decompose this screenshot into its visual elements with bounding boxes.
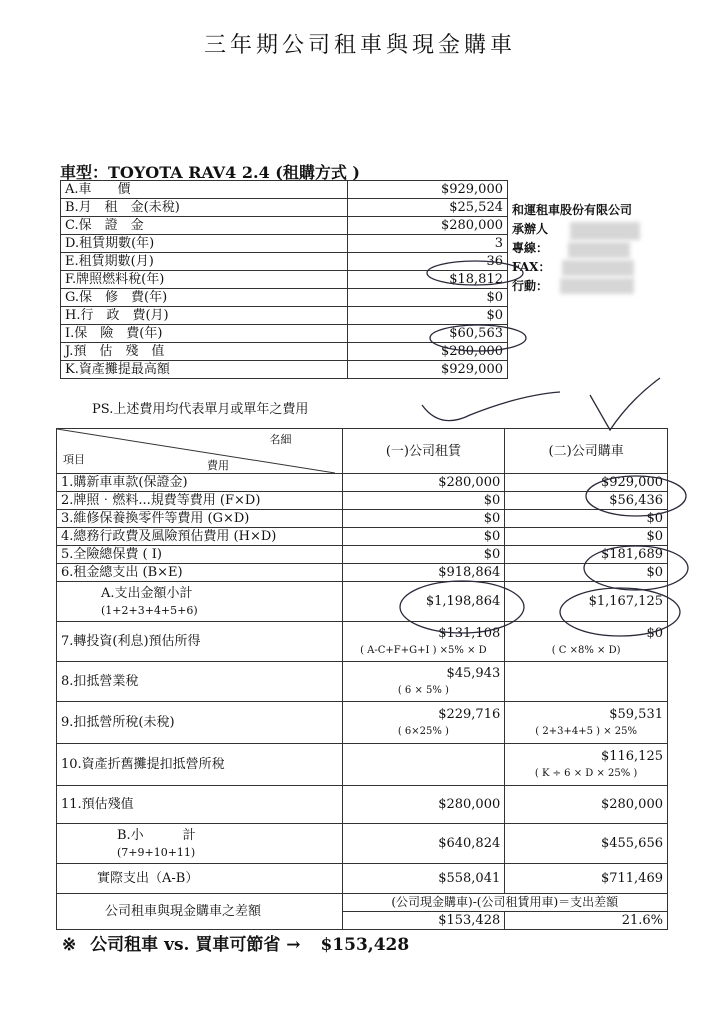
- header-col1: (一)公司租賃: [342, 429, 505, 474]
- summary-label: K.資產攤提最高額: [61, 361, 348, 379]
- summary-value: $929,000: [348, 361, 508, 379]
- header-name: 名細: [269, 433, 292, 446]
- header-item: 項目: [63, 453, 85, 466]
- summary-label: C.保 證 金: [61, 217, 348, 235]
- summary-label: A.車 價: [61, 181, 348, 199]
- row-col1: $280,000: [342, 474, 505, 492]
- row8-col1: $45,943 ( 6 × 5% ): [342, 662, 505, 702]
- summary-value: $25,524: [348, 199, 508, 217]
- fax-label: FAX：: [512, 260, 551, 274]
- summary-label: J.預 估 殘 值: [61, 343, 348, 361]
- row-label: 3.維修保養換零件等費用 (G×D): [57, 510, 343, 528]
- reference-mark: ※: [62, 935, 77, 955]
- row9-label: 9.扣抵營所稅(未稅): [57, 702, 343, 744]
- row11-col1: $280,000: [342, 786, 505, 824]
- summary-label: E.租賃期數(月): [61, 253, 348, 271]
- row7-label: 7.轉投資(利息)預估所得: [57, 622, 343, 662]
- bottom-value: $153,428: [320, 935, 410, 955]
- subtotal-b-col2: $455,656: [505, 824, 668, 864]
- row-label: 6.租金總支出 (B×E): [57, 564, 343, 582]
- row9-col1: $229,716 ( 6×25% ): [342, 702, 505, 744]
- summary-label: H.行 政 費(月): [61, 307, 348, 325]
- row-col1: $0: [342, 528, 505, 546]
- diff-label: 公司租車與現金購車之差額: [57, 894, 343, 930]
- page-title: 三年期公司租車與現金購車: [203, 33, 516, 58]
- summary-label: I.保 險 費(年): [61, 325, 348, 343]
- company-name: 和運租車股份有限公司: [512, 203, 633, 217]
- summary-label: G.保 修 費(年): [61, 289, 348, 307]
- diff-col1: $153,428: [342, 912, 505, 930]
- subtotal-b-col1: $640,824: [342, 824, 505, 864]
- row-col1: $918,864: [342, 564, 505, 582]
- row7-col2: $0 ( C ×8% × D): [505, 622, 668, 662]
- bottom-text: 公司租車 vs. 買車可節省 →: [90, 935, 301, 955]
- summary-value: $18,812: [348, 271, 508, 289]
- subtotal-b-label: B.小 計 (7+9+10+11): [57, 824, 343, 864]
- row-label: 4.總務行政費及風險預估費用 (H×D): [57, 528, 343, 546]
- ink-circle-subtotal-lease: [400, 581, 524, 633]
- row-col2: $181,689: [505, 546, 668, 564]
- actual-col2: $711,469: [505, 864, 668, 894]
- row-col2: $0: [505, 510, 668, 528]
- row10-col2: $116,125 ( K ÷ 6 × D × 25% ): [505, 744, 668, 786]
- subtotal-a-col1: $1,198,864: [342, 582, 505, 622]
- ink-circle-subtotal-buy: [560, 588, 680, 636]
- row-col1: $0: [342, 546, 505, 564]
- header-cost: 費用: [207, 459, 229, 472]
- contact-label: 承辦人: [512, 222, 549, 236]
- row11-col2: $280,000: [505, 786, 668, 824]
- row10-label: 10.資產折舊攤提扣抵營所稅: [57, 744, 343, 786]
- row-col1: $0: [342, 510, 505, 528]
- summary-value: $929,000: [348, 181, 508, 199]
- ink-circle-buy-fuel: [586, 476, 686, 516]
- row-label: 1.購新車車款(保證金): [57, 474, 343, 492]
- summary-value: $0: [348, 289, 508, 307]
- summary-value: 36: [348, 253, 508, 271]
- summary-value: 3: [348, 235, 508, 253]
- row-label: 2.牌照‧燃料...規費等費用 (F×D): [57, 492, 343, 510]
- row-col1: $0: [342, 492, 505, 510]
- row-col2: $0: [505, 528, 668, 546]
- row11-label: 11.預估殘值: [57, 786, 343, 824]
- ink-circle-buy-insurance: [584, 546, 688, 590]
- summary-label: B.月 租 金(未稅): [61, 199, 348, 217]
- car-model: 車型：TOYOTA RAV4 2.4 (租購方式 ): [60, 163, 361, 182]
- row-label: 5.全險總保費 ( I): [57, 546, 343, 564]
- row7-col1: $131,108 ( A-C+F+G+I ) ×5% × D: [342, 622, 505, 662]
- summary-value: $280,000: [348, 217, 508, 235]
- subtotal-a-label: A.支出金額小計 (1+2+3+4+5+6): [57, 582, 343, 622]
- summary-label: F.牌照燃料稅(年): [61, 271, 348, 289]
- line-label: 專線：: [512, 241, 549, 255]
- ink-circle-insurance: [430, 325, 526, 351]
- summary-value: $60,563: [348, 325, 508, 343]
- row9-col2: $59,531 ( 2+3+4+5 ) × 25%: [505, 702, 668, 744]
- row-col2: $56,436: [505, 492, 668, 510]
- header-col2: (二)公司購車: [505, 429, 668, 474]
- mobile-label: 行動：: [512, 279, 549, 293]
- row8-label: 8.扣抵營業稅: [57, 662, 343, 702]
- diff-formula: (公司現金購車)-(公司租賃用車)＝支出差額: [342, 894, 667, 912]
- summary-label: D.租賃期數(年): [61, 235, 348, 253]
- summary-value: $280,000: [348, 343, 508, 361]
- summary-value: $0: [348, 307, 508, 325]
- ink-check-2: [590, 378, 660, 430]
- subtotal-a-col2: $1,167,125: [505, 582, 668, 622]
- actual-col1: $558,041: [342, 864, 505, 894]
- actual-label: 實際支出（A-B）: [57, 864, 343, 894]
- diff-col2: 21.6%: [505, 912, 668, 930]
- ink-circle-fuel-tax: [427, 261, 523, 285]
- row-col2: $929,000: [505, 474, 668, 492]
- ink-check-1: [422, 392, 560, 421]
- row-col2: $0: [505, 564, 668, 582]
- ps-note: PS.上述費用均代表單月或單年之費用: [92, 402, 309, 417]
